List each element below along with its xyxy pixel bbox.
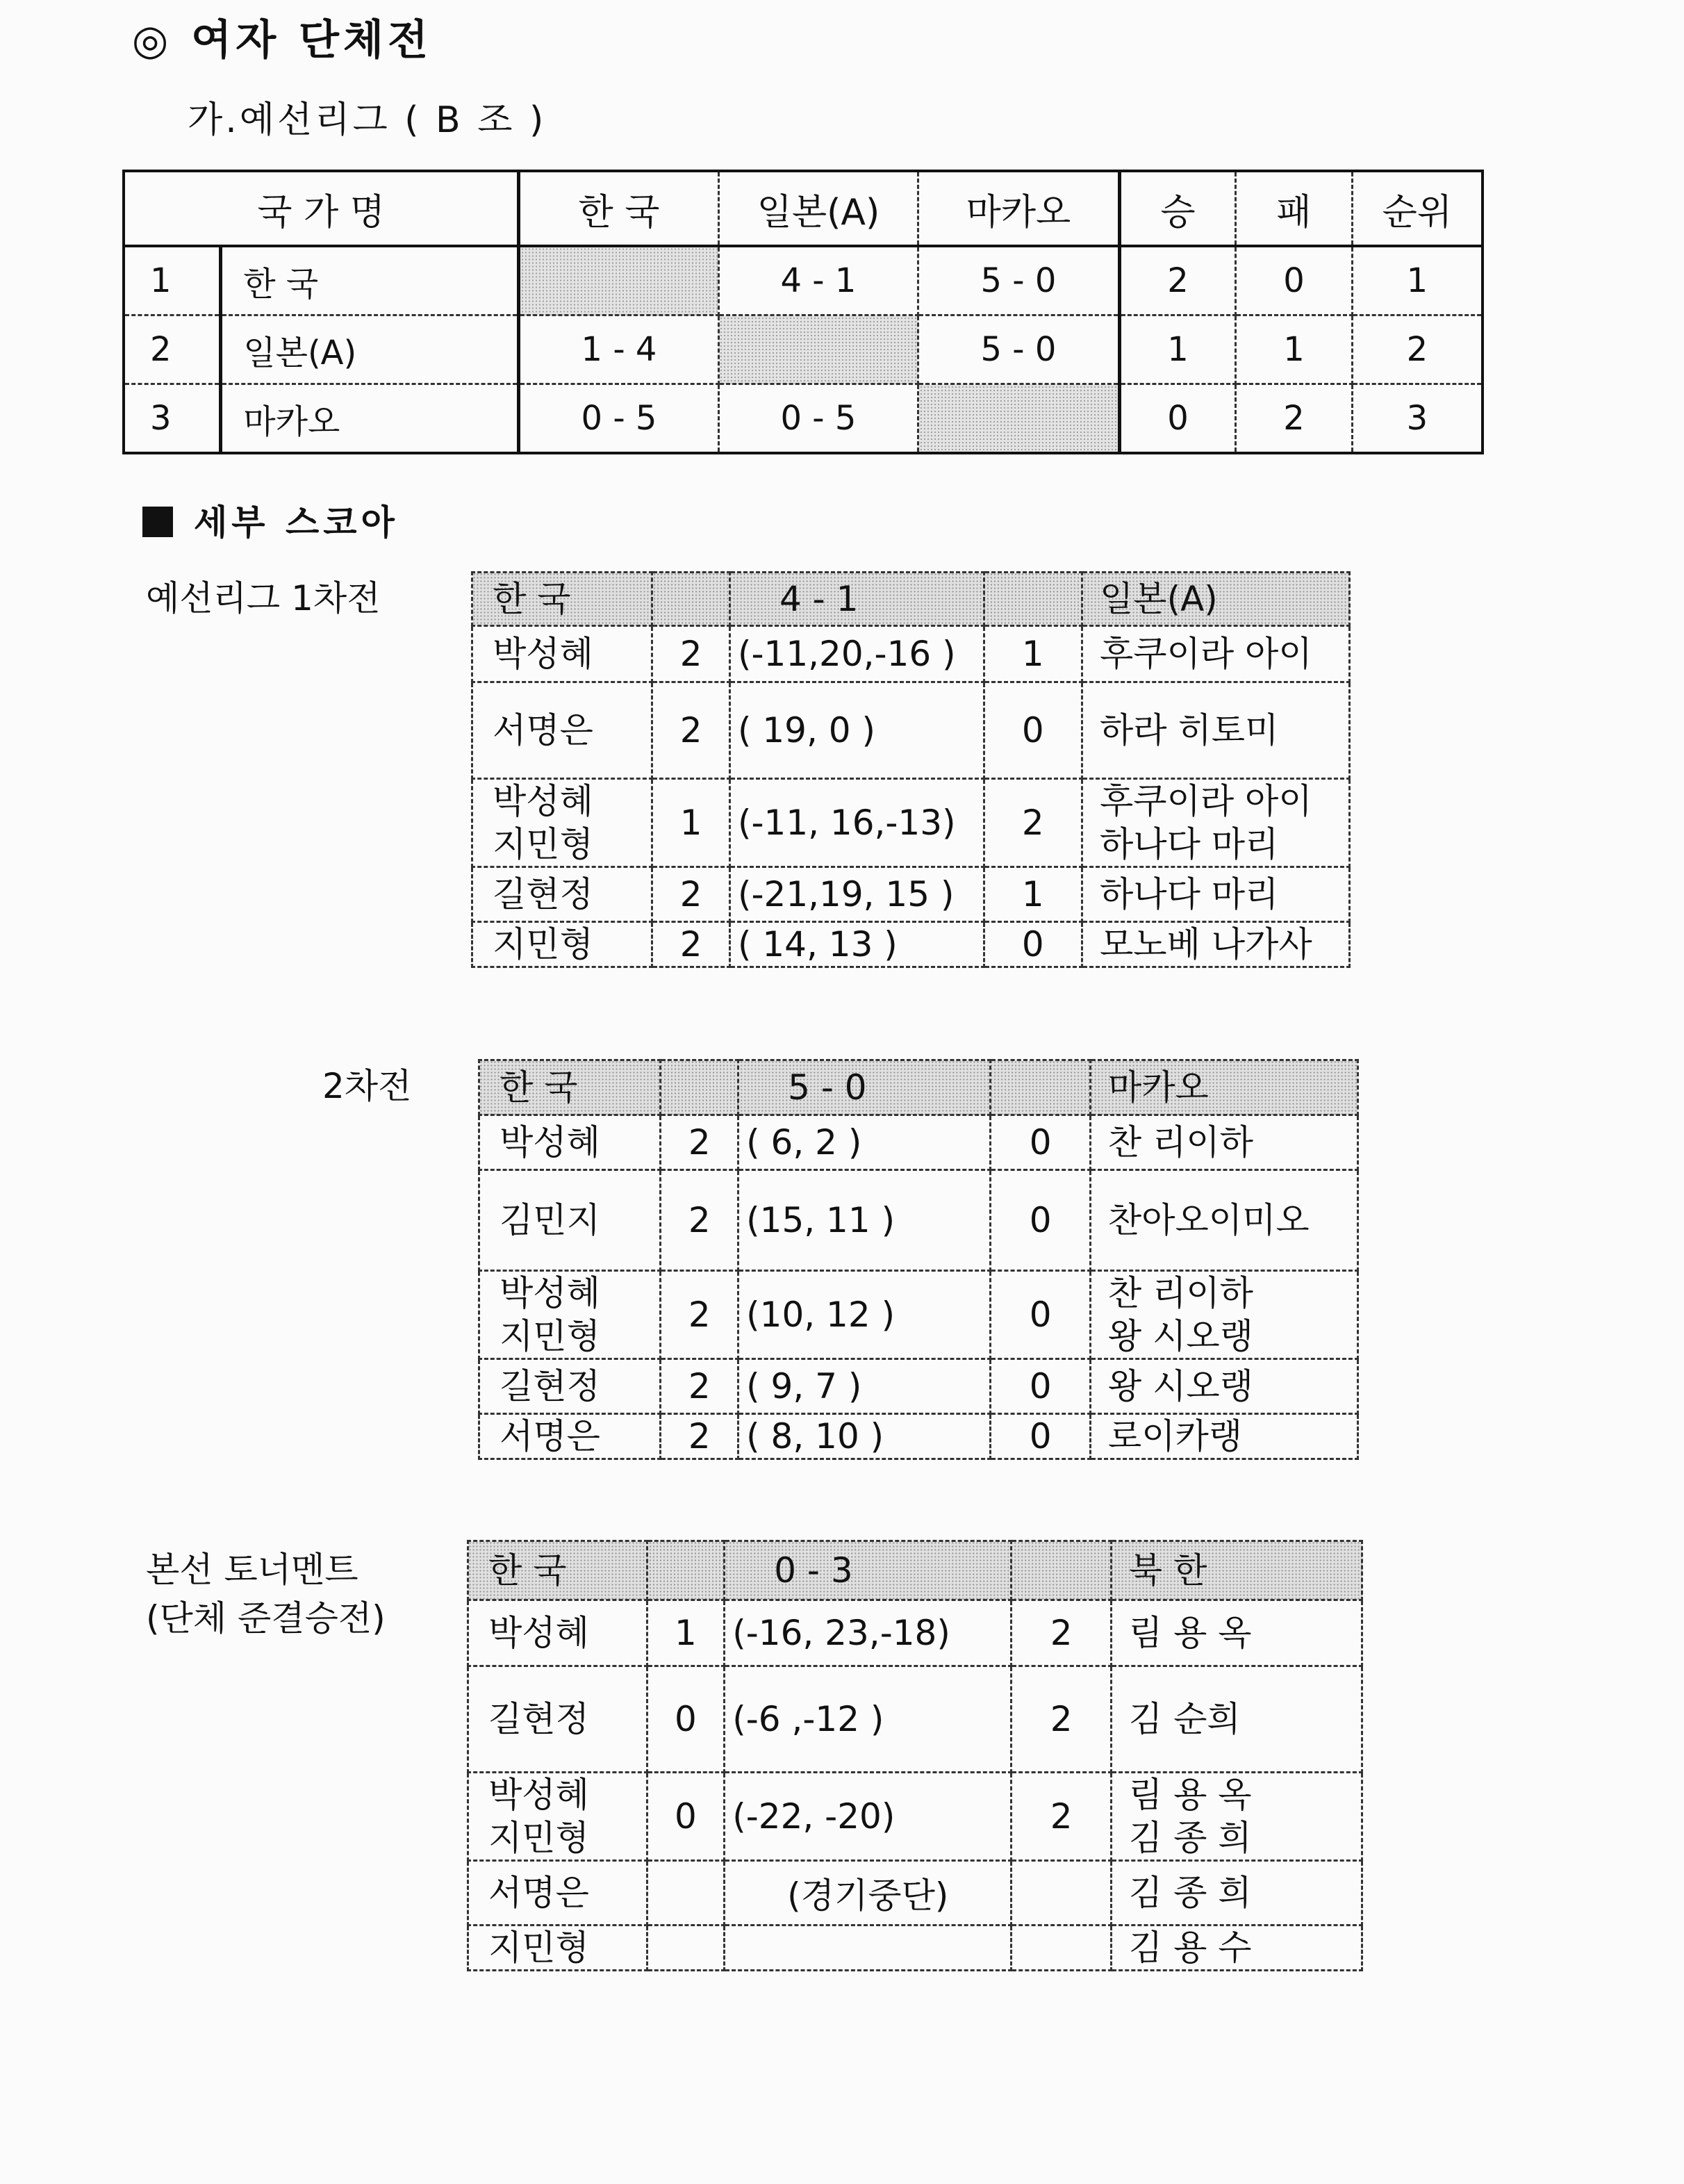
result-cell: 1 - 4 [519,315,718,384]
team-name: 한 국 [472,573,652,626]
spacer [647,1541,725,1600]
set-scores: ( 19, 0 ) [729,682,984,779]
spacer [991,1060,1091,1115]
game-row [479,1115,1358,1170]
set-scores: (경기중단) [725,1861,1012,1926]
opponent-name: 왕 시오랭 [1090,1359,1357,1414]
page-title: ◎ 여자 단체전 [132,16,432,65]
opponent-name: 모노베 나가사 [1082,922,1349,967]
game-row [468,1600,1362,1666]
total-score: 5 - 0 [738,1060,991,1115]
game-row [479,1170,1358,1271]
player-sets: 2 [661,1170,738,1271]
rank-value: 3 [1406,399,1428,438]
header-korea: 한 국 [519,171,718,246]
opponent-name: 하나다 마리 [1082,867,1349,922]
set-scores: ( 9, 7 ) [738,1359,991,1414]
player-name: 지민형 [472,922,652,967]
player-name: 서명은 [468,1861,647,1926]
player-sets: 2 [652,867,730,922]
player-sets: 1 [647,1600,725,1666]
loss-count: 1 [1236,315,1353,384]
opponent-sets: 0 [984,922,1082,967]
square-bullet-icon [142,507,173,537]
player-sets: 0 [647,1666,725,1773]
player-name: 박성혜 지민형 [472,779,652,867]
spacer [984,573,1082,626]
header-country: 국 가 명 [124,171,519,246]
player-name: 서명은 [472,682,652,779]
game-row [472,779,1350,867]
player-name: 김민지 [479,1170,661,1271]
player-sets: 2 [661,1115,738,1170]
match1-table [471,571,1351,968]
game-row [472,626,1350,682]
set-scores: ( 14, 13 ) [729,922,984,967]
player-sets: 2 [661,1414,738,1459]
game-row [468,1773,1362,1861]
opponent-name: 김 용 수 [1111,1926,1362,1971]
opponent-name: 김 종 희 [1111,1861,1362,1926]
player-sets [647,1861,725,1926]
rank-value: 2 [1352,315,1483,384]
opponent-name: 찬 리이하 왕 시오랭 [1090,1271,1357,1359]
result-cell [519,246,718,315]
set-scores: (-16, 23,-18) [725,1600,1012,1666]
game-row [479,1359,1358,1414]
row-country: 일본(A) [221,315,519,384]
win-count: 2 [1119,246,1236,315]
player-name: 박성혜 지민형 [479,1271,661,1359]
opponent-name: 림 용 옥 김 종 희 [1111,1773,1362,1861]
opponent-team: 마카오 [1090,1060,1357,1115]
win-count: 0 [1119,384,1236,454]
standings-row [124,315,1483,384]
opponent-team: 북 한 [1111,1541,1362,1600]
player-sets: 2 [652,682,730,779]
player-name: 박성혜 지민형 [468,1773,647,1861]
loss-count: 0 [1236,246,1353,315]
player-name: 길현정 [468,1666,647,1773]
set-scores: (-11, 16,-13) [729,779,984,867]
row-country: 마카오 [221,384,519,454]
opponent-sets: 2 [984,779,1082,867]
header-loss: 패 [1236,171,1353,246]
player-name: 박성혜 [468,1600,647,1666]
detail-score-heading [142,495,399,545]
game-row [479,1271,1358,1359]
opponent-sets: 0 [991,1170,1091,1271]
match3-table [467,1540,1363,1971]
header-japan: 일본(A) [718,171,918,246]
header-macau: 마카오 [918,171,1119,246]
opponent-name: 하라 히토미 [1082,682,1349,779]
standings-row [124,384,1483,454]
team-name: 한 국 [479,1060,661,1115]
opponent-sets: 2 [1012,1773,1112,1861]
match1-label: 예선리그 1차전 [146,578,381,618]
win-count: 1 [1119,315,1236,384]
row-number: 1 [124,246,221,315]
standings-header-row [124,171,1483,246]
opponent-sets: 0 [984,682,1082,779]
player-sets: 2 [661,1271,738,1359]
game-row [468,1666,1362,1773]
game-row [472,682,1350,779]
opponent-name: 로이카랭 [1090,1414,1357,1459]
row-number: 2 [124,315,221,384]
game-row [472,922,1350,967]
standings-table [122,170,1484,454]
player-sets [647,1926,725,1971]
opponent-sets: 1 [984,626,1082,682]
set-scores [725,1926,1012,1971]
opponent-team: 일본(A) [1082,573,1349,626]
result-cell [718,315,918,384]
opponent-sets [1012,1926,1112,1971]
player-name: 서명은 [479,1414,661,1459]
opponent-name: 김 순희 [1111,1666,1362,1773]
opponent-sets: 1 [984,867,1082,922]
spacer [652,573,730,626]
row-number: 3 [124,384,221,454]
game-row [479,1414,1358,1459]
team-name: 한 국 [468,1541,647,1600]
rank-value: 1 [1352,246,1483,315]
total-score: 4 - 1 [729,573,984,626]
opponent-sets: 2 [1012,1600,1112,1666]
player-sets: 1 [652,779,730,867]
player-sets: 2 [652,922,730,967]
set-scores: (15, 11 ) [738,1170,991,1271]
score-header-row [479,1060,1358,1115]
loss-count: 2 [1236,384,1353,454]
player-name: 길현정 [472,867,652,922]
total-score: 0 - 3 [725,1541,1012,1600]
game-row [468,1861,1362,1926]
player-sets: 0 [647,1773,725,1861]
spacer [661,1060,738,1115]
game-row [472,867,1350,922]
opponent-sets: 0 [991,1359,1091,1414]
opponent-sets: 0 [991,1115,1091,1170]
set-scores: (-22, -20) [725,1773,1012,1861]
set-scores: (-11,20,-16 ) [729,626,984,682]
opponent-name: 찬아오이미오 [1090,1170,1357,1271]
player-name: 길현정 [479,1359,661,1414]
opponent-name: 찬 리이하 [1090,1115,1357,1170]
set-scores: (-6 ,-12 ) [725,1666,1012,1773]
set-scores: (10, 12 ) [738,1271,991,1359]
player-name: 박성혜 [479,1115,661,1170]
player-sets: 2 [652,626,730,682]
set-scores: ( 8, 10 ) [738,1414,991,1459]
result-cell: 4 - 1 [718,246,918,315]
set-scores: ( 6, 2 ) [738,1115,991,1170]
player-name: 지민형 [468,1926,647,1971]
match3-label: 본선 토너멘트 (단체 준결승전) [146,1550,386,1639]
standings-row [124,246,1483,315]
result-cell [918,384,1119,454]
opponent-name: 후쿠이라 아이 하나다 마리 [1082,779,1349,867]
set-scores: (-21,19, 15 ) [729,867,984,922]
player-sets: 2 [661,1359,738,1414]
header-rank: 순위 [1352,171,1483,246]
opponent-sets: 2 [1012,1666,1112,1773]
subtitle: 가.예선리그 ( B 조 ) [188,99,547,141]
result-cell: 0 - 5 [718,384,918,454]
match2-table [478,1059,1359,1460]
game-row [468,1926,1362,1971]
result-cell: 0 - 5 [519,384,718,454]
opponent-sets: 0 [991,1414,1091,1459]
spacer [1012,1541,1112,1600]
row-country: 한 국 [221,246,519,315]
score-header-row [472,573,1350,626]
result-cell: 5 - 0 [918,246,1119,315]
opponent-sets: 0 [991,1271,1091,1359]
match2-label: 2차전 [322,1066,412,1106]
opponent-sets [1012,1861,1112,1926]
detail-score-label: 세부 스코아 [194,502,399,543]
opponent-name: 후쿠이라 아이 [1082,626,1349,682]
player-name: 박성혜 [472,626,652,682]
opponent-name: 림 용 옥 [1111,1600,1362,1666]
result-cell: 5 - 0 [918,315,1119,384]
score-header-row [468,1541,1362,1600]
header-win: 승 [1119,171,1236,246]
